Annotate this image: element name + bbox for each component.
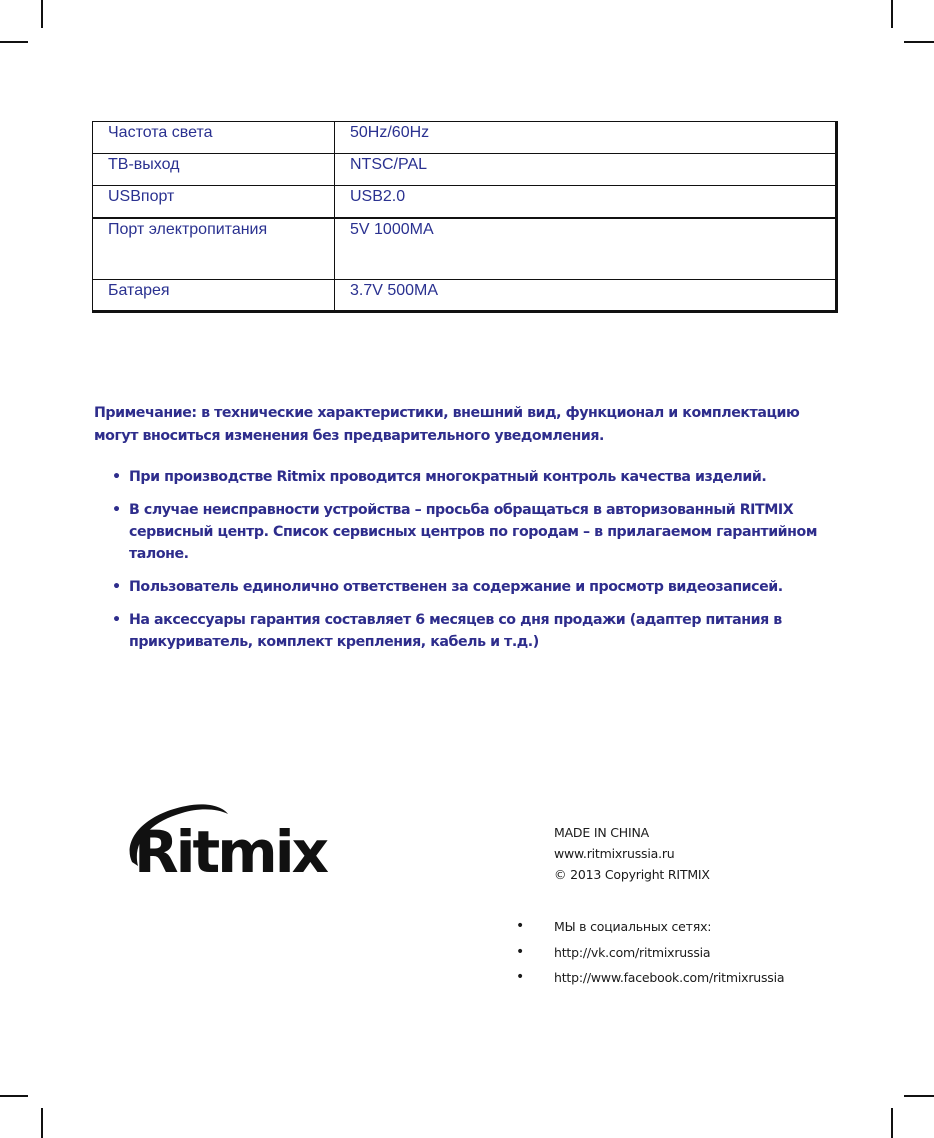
crop-mark-bottom-left-h (0, 1095, 28, 1097)
bullet-icon: • (516, 969, 525, 985)
spec-table (92, 121, 838, 313)
logo-wordmark: Ritmix (134, 818, 326, 880)
bullet-icon: • (516, 943, 525, 960)
spec-label: ТВ-выход (93, 154, 335, 186)
list-item (516, 965, 784, 991)
list-item (516, 940, 784, 966)
ritmix-logo-icon (124, 800, 334, 880)
crop-mark-top-right-h (904, 41, 934, 43)
crop-mark-bottom-left-v (41, 1108, 43, 1138)
social-heading: МЫ в социальных сетях: (554, 919, 712, 934)
spec-label: Порт электропитания (93, 218, 335, 280)
info-bullet-list (112, 466, 832, 664)
list-item (112, 609, 832, 653)
note-text: в технические характеристики, внешний вид, функционал и комплектацию могут вноситься изменения без предварительного уведомления. (94, 405, 800, 444)
spec-value: 3.7V 500MA (335, 280, 837, 312)
crop-mark-bottom-right-h (904, 1095, 934, 1097)
crop-mark-top-left-h (0, 41, 28, 43)
copyright-text: © 2013 Copyright RITMIX (554, 867, 710, 882)
list-item-text: На аксессуары гарантия составляет 6 месяцев со дня продажи (адаптер питания в прикуриватель, комплект крепления, кабель и т.д.) (129, 612, 782, 650)
list-item (112, 576, 832, 598)
footer-info (554, 822, 710, 885)
table-row (93, 280, 837, 312)
made-in-label: MADE IN CHINA (554, 825, 649, 840)
bullet-icon: • (112, 612, 121, 628)
note-label: Примечание: (94, 405, 197, 421)
website-link[interactable]: www.ritmixrussia.ru (554, 846, 675, 861)
facebook-link[interactable]: http://www.facebook.com/ritmixrussia (554, 970, 785, 985)
list-item-text: При производстве Ritmix проводится многократный контроль качества изделий. (129, 469, 767, 485)
table-row (93, 122, 837, 154)
crop-mark-top-right-v (891, 0, 893, 28)
list-item-text: Пользователь единолично ответственен за содержание и просмотр видеозаписей. (129, 579, 783, 595)
table-row (93, 154, 837, 186)
table-row (93, 186, 837, 218)
spec-label: Частота света (93, 122, 335, 154)
spec-label: USBпорт (93, 186, 335, 218)
bullet-icon: • (112, 502, 121, 518)
spec-value: USB2.0 (335, 186, 837, 218)
bullet-icon: • (112, 579, 121, 595)
list-item (516, 914, 784, 940)
vk-link[interactable]: http://vk.com/ritmixrussia (554, 944, 711, 960)
spec-value: NTSC/PAL (335, 154, 837, 186)
list-item (112, 466, 832, 488)
crop-mark-top-left-v (41, 0, 43, 28)
spec-value: 50Hz/60Hz (335, 122, 837, 154)
list-item (112, 499, 832, 565)
table-row (93, 218, 837, 280)
list-item-text: В случае неисправности устройства – просьба обращаться в авторизованный RITMIX сервисный центр. Список сервисных центров по городам – в прилагаемом гарантийном талоне. (129, 502, 817, 562)
spec-value: 5V 1000MA (335, 218, 837, 280)
bullet-icon: • (112, 469, 121, 485)
spec-label: Батарея (93, 280, 335, 312)
crop-mark-bottom-right-v (891, 1108, 893, 1138)
bullet-icon: • (516, 918, 525, 934)
social-list (516, 914, 784, 991)
note-paragraph (94, 402, 834, 448)
